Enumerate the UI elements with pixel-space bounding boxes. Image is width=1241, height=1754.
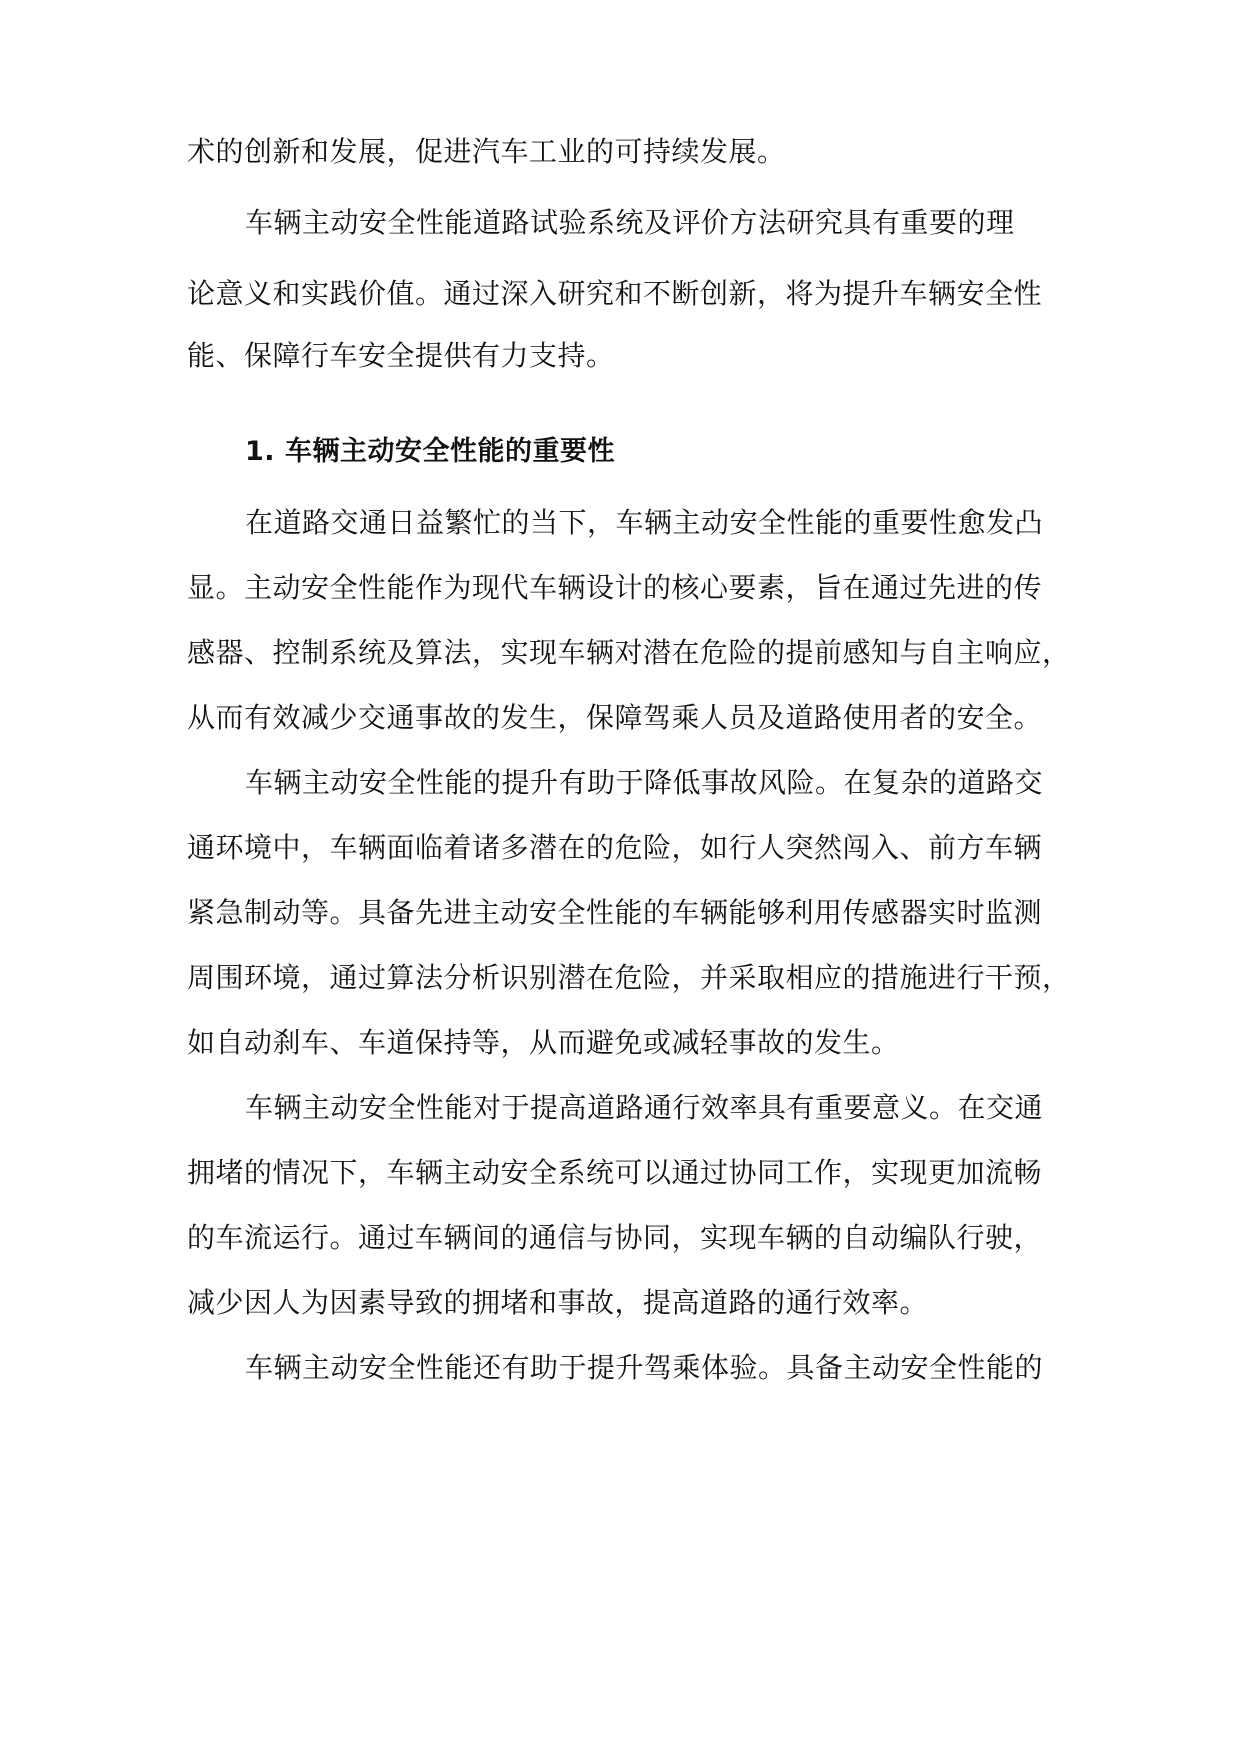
- section-heading: 1. 车辆主动安全性能的重要性: [245, 436, 615, 467]
- paragraph-1-line-1: 术的创新和发展，促进汽车工业的可持续发展。: [187, 135, 786, 168]
- paragraph-3-line-1: 在道路交通日益繁忙的当下，车辆主动安全性能的重要性愈发凸: [245, 506, 1044, 539]
- paragraph-3-line-3: 感器、控制系统及算法，实现车辆对潜在危险的提前感知与自主响应，: [187, 636, 1071, 669]
- paragraph-4-line-1: 车辆主动安全性能的提升有助于降低事故风险。在复杂的道路交: [245, 766, 1044, 799]
- paragraph-3-line-2: 显。主动安全性能作为现代车辆设计的核心要素，旨在通过先进的传: [187, 571, 1043, 604]
- paragraph-5-line-4: 减少因人为因素导致的拥堵和事故，提高道路的通行效率。: [187, 1286, 929, 1319]
- paragraph-2-line-1: 车辆主动安全性能道路试验系统及评价方法研究具有重要的理: [245, 206, 1015, 239]
- paragraph-2-line-3: 能、保障行车安全提供有力支持。: [187, 339, 615, 372]
- paragraph-6-line-1: 车辆主动安全性能还有助于提升驾乘体验。具备主动安全性能的: [245, 1351, 1044, 1384]
- paragraph-5-line-1: 车辆主动安全性能对于提高道路通行效率具有重要意义。在交通: [245, 1091, 1044, 1124]
- paragraph-4-line-4: 周围环境，通过算法分析识别潜在危险，并采取相应的措施进行干预，: [187, 961, 1071, 994]
- paragraph-3-line-4: 从而有效减少交通事故的发生，保障驾乘人员及道路使用者的安全。: [187, 701, 1043, 734]
- paragraph-5-line-2: 拥堵的情况下，车辆主动安全系统可以通过协同工作，实现更加流畅: [187, 1156, 1043, 1189]
- paragraph-5-line-3: 的车流运行。通过车辆间的通信与协同，实现车辆的自动编队行驶，: [187, 1221, 1043, 1254]
- paragraph-2-line-2: 论意义和实践价值。通过深入研究和不断创新，将为提升车辆安全性: [187, 277, 1043, 310]
- paragraph-4-line-5: 如自动刹车、车道保持等，从而避免或减轻事故的发生。: [187, 1026, 900, 1059]
- paragraph-4-line-2: 通环境中，车辆面临着诸多潜在的危险，如行人突然闯入、前方车辆: [187, 831, 1043, 864]
- paragraph-4-line-3: 紧急制动等。具备先进主动安全性能的车辆能够利用传感器实时监测: [187, 896, 1043, 929]
